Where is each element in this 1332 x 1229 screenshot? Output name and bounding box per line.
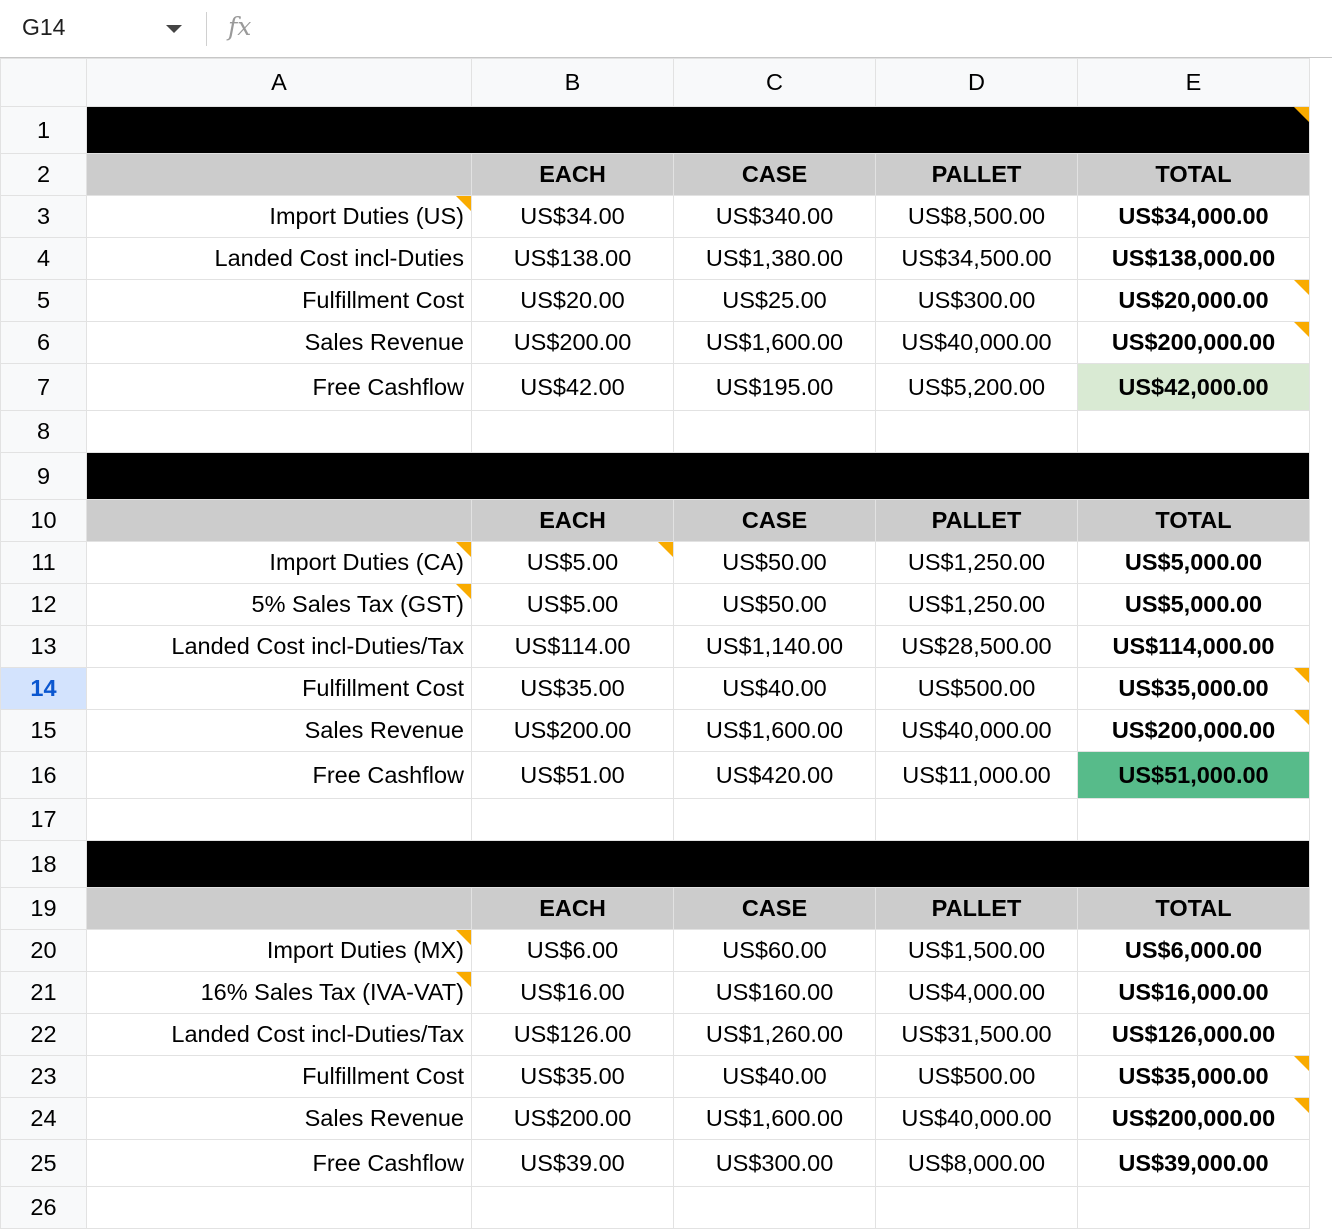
- row-label[interactable]: Free Cashflow: [87, 1140, 472, 1187]
- empty-cell[interactable]: [674, 799, 876, 841]
- scenario-b-title[interactable]: SCENARIO B : WAREHOUSE IN CANADA (30 DAY SNAPSHOT, USD): [87, 453, 1310, 500]
- each-cell[interactable]: US$39.00: [472, 1140, 674, 1187]
- header-pallet[interactable]: PALLET: [876, 888, 1078, 930]
- name-box-dropdown-icon[interactable]: [166, 25, 182, 33]
- pallet-cell[interactable]: US$1,250.00: [876, 542, 1078, 584]
- empty-cell[interactable]: [674, 411, 876, 453]
- empty-cell[interactable]: [472, 1187, 674, 1229]
- total-cell[interactable]: [1078, 1098, 1310, 1140]
- pallet-cell[interactable]: US$500.00: [876, 1056, 1078, 1098]
- row-header-active[interactable]: 14: [1, 668, 87, 710]
- empty-cell[interactable]: [876, 1187, 1078, 1229]
- header-total[interactable]: TOTAL: [1078, 500, 1310, 542]
- pallet-cell[interactable]: US$1,500.00: [876, 930, 1078, 972]
- case-cell[interactable]: US$1,140.00: [674, 626, 876, 668]
- case-cell[interactable]: US$1,600.00: [674, 322, 876, 364]
- case-cell[interactable]: US$50.00: [674, 584, 876, 626]
- row-header[interactable]: 10: [1, 500, 87, 542]
- row-label-text: 5% Sales Tax (GST): [251, 591, 464, 617]
- header-cell[interactable]: [87, 888, 472, 930]
- pallet-cell[interactable]: US$40,000.00: [876, 710, 1078, 752]
- formula-input[interactable]: [270, 8, 1314, 50]
- row-label[interactable]: Fulfillment Cost: [87, 1056, 472, 1098]
- each-cell[interactable]: US$200.00: [472, 710, 674, 752]
- each-cell[interactable]: US$20.00: [472, 280, 674, 322]
- row-label-text: 16% Sales Tax (IVA-VAT): [200, 979, 464, 1005]
- total-cell[interactable]: US$34,000.00: [1078, 196, 1310, 238]
- total-cell[interactable]: [1078, 710, 1310, 752]
- each-value: US$5.00: [526, 549, 619, 575]
- total-cell[interactable]: [1078, 322, 1310, 364]
- each-cell[interactable]: US$5.00: [472, 584, 674, 626]
- empty-cell[interactable]: [674, 1187, 876, 1229]
- row-header[interactable]: 15: [1, 710, 87, 752]
- case-cell[interactable]: US$195.00: [674, 364, 876, 411]
- header-cell[interactable]: [87, 154, 472, 196]
- comment-marker[interactable]: [1294, 280, 1309, 295]
- row-header[interactable]: 9: [1, 453, 87, 500]
- row-header[interactable]: 1: [1, 107, 87, 154]
- each-cell[interactable]: US$200.00: [472, 1098, 674, 1140]
- comment-marker[interactable]: [1294, 322, 1309, 337]
- each-cell[interactable]: US$35.00: [472, 1056, 674, 1098]
- free-cashflow-total-cell[interactable]: US$39,000.00: [1078, 1140, 1310, 1187]
- total-value: US$200,000.00: [1111, 1105, 1276, 1131]
- row-header[interactable]: 5: [1, 280, 87, 322]
- row-header[interactable]: 13: [1, 626, 87, 668]
- fx-icon: fx: [228, 12, 252, 41]
- total-cell[interactable]: US$138,000.00: [1078, 238, 1310, 280]
- column-header-d[interactable]: D: [876, 59, 1078, 107]
- total-value: US$200,000.00: [1111, 717, 1276, 743]
- comment-marker[interactable]: [456, 584, 471, 599]
- comment-marker[interactable]: [1294, 710, 1309, 725]
- row-header[interactable]: 20: [1, 930, 87, 972]
- header-each[interactable]: EACH: [472, 888, 674, 930]
- pallet-cell[interactable]: US$34,500.00: [876, 238, 1078, 280]
- pallet-cell[interactable]: US$8,500.00: [876, 196, 1078, 238]
- total-cell[interactable]: US$6,000.00: [1078, 930, 1310, 972]
- row-label[interactable]: Landed Cost incl-Duties/Tax: [87, 626, 472, 668]
- comment-marker[interactable]: [1294, 107, 1309, 122]
- select-all-corner[interactable]: [1, 59, 87, 107]
- row-label[interactable]: [87, 584, 472, 626]
- scenario-c-title[interactable]: SCENARIO C : WAREHOUSE IN MEXICO (30 DAY SNAPSHOT, USD): [87, 841, 1310, 888]
- each-cell[interactable]: US$35.00: [472, 668, 674, 710]
- empty-cell[interactable]: [87, 1187, 472, 1229]
- empty-cell[interactable]: [876, 411, 1078, 453]
- column-header-c[interactable]: C: [674, 59, 876, 107]
- row-header[interactable]: 8: [1, 411, 87, 453]
- comment-marker[interactable]: [456, 972, 471, 987]
- comment-marker[interactable]: [1294, 1056, 1309, 1071]
- pallet-cell[interactable]: US$40,000.00: [876, 1098, 1078, 1140]
- empty-cell[interactable]: [87, 411, 472, 453]
- each-cell[interactable]: US$200.00: [472, 322, 674, 364]
- column-header-e[interactable]: E: [1078, 59, 1310, 107]
- row-label[interactable]: Free Cashflow: [87, 752, 472, 799]
- pallet-cell[interactable]: US$500.00: [876, 668, 1078, 710]
- each-cell[interactable]: US$34.00: [472, 196, 674, 238]
- case-cell[interactable]: US$340.00: [674, 196, 876, 238]
- total-cell[interactable]: [1078, 1056, 1310, 1098]
- pallet-cell[interactable]: US$11,000.00: [876, 752, 1078, 799]
- comment-marker[interactable]: [456, 542, 471, 557]
- empty-cell[interactable]: [87, 799, 472, 841]
- pallet-cell[interactable]: US$300.00: [876, 280, 1078, 322]
- pallet-cell[interactable]: US$1,250.00: [876, 584, 1078, 626]
- case-cell[interactable]: US$300.00: [674, 1140, 876, 1187]
- case-cell[interactable]: US$60.00: [674, 930, 876, 972]
- comment-marker[interactable]: [1294, 1098, 1309, 1113]
- row-header[interactable]: 17: [1, 799, 87, 841]
- header-case[interactable]: CASE: [674, 500, 876, 542]
- row-header[interactable]: 23: [1, 1056, 87, 1098]
- total-value: US$35,000.00: [1118, 675, 1269, 701]
- empty-cell[interactable]: [472, 411, 674, 453]
- header-total[interactable]: TOTAL: [1078, 888, 1310, 930]
- row-header[interactable]: 2: [1, 154, 87, 196]
- pallet-cell[interactable]: US$28,500.00: [876, 626, 1078, 668]
- case-cell[interactable]: US$50.00: [674, 542, 876, 584]
- row-label[interactable]: Free Cashflow: [87, 364, 472, 411]
- row-label-text: Import Duties (US): [269, 203, 464, 229]
- each-cell[interactable]: US$138.00: [472, 238, 674, 280]
- total-cell[interactable]: US$5,000.00: [1078, 584, 1310, 626]
- header-cell[interactable]: [87, 500, 472, 542]
- pallet-cell[interactable]: US$5,200.00: [876, 364, 1078, 411]
- comment-marker[interactable]: [1294, 668, 1309, 683]
- total-cell[interactable]: US$5,000.00: [1078, 542, 1310, 584]
- each-cell[interactable]: US$42.00: [472, 364, 674, 411]
- each-cell[interactable]: [472, 542, 674, 584]
- case-cell[interactable]: US$160.00: [674, 972, 876, 1014]
- row-label[interactable]: [87, 196, 472, 238]
- empty-cell[interactable]: [876, 799, 1078, 841]
- pallet-cell[interactable]: US$4,000.00: [876, 972, 1078, 1014]
- empty-cell[interactable]: [1078, 1187, 1310, 1229]
- each-cell[interactable]: US$114.00: [472, 626, 674, 668]
- row-label[interactable]: Sales Revenue: [87, 1098, 472, 1140]
- pallet-cell[interactable]: US$8,000.00: [876, 1140, 1078, 1187]
- row-header[interactable]: 7: [1, 364, 87, 411]
- each-cell[interactable]: US$126.00: [472, 1014, 674, 1056]
- case-cell[interactable]: US$40.00: [674, 1056, 876, 1098]
- header-case[interactable]: CASE: [674, 888, 876, 930]
- row-header[interactable]: 24: [1, 1098, 87, 1140]
- row-header[interactable]: 4: [1, 238, 87, 280]
- row-label[interactable]: Landed Cost incl-Duties: [87, 238, 472, 280]
- case-cell[interactable]: US$1,600.00: [674, 1098, 876, 1140]
- header-each[interactable]: EACH: [472, 500, 674, 542]
- free-cashflow-total-cell[interactable]: US$42,000.00: [1078, 364, 1310, 411]
- empty-cell[interactable]: [1078, 799, 1310, 841]
- row-header[interactable]: 26: [1, 1187, 87, 1229]
- case-cell[interactable]: US$1,260.00: [674, 1014, 876, 1056]
- empty-cell[interactable]: [472, 799, 674, 841]
- row-label[interactable]: [87, 930, 472, 972]
- row-header[interactable]: 12: [1, 584, 87, 626]
- free-cashflow-total-cell[interactable]: US$51,000.00: [1078, 752, 1310, 799]
- row-label[interactable]: [87, 542, 472, 584]
- row-header[interactable]: 16: [1, 752, 87, 799]
- row-label[interactable]: Fulfillment Cost: [87, 668, 472, 710]
- column-header-b[interactable]: B: [472, 59, 674, 107]
- empty-cell[interactable]: [1078, 411, 1310, 453]
- row-header[interactable]: 11: [1, 542, 87, 584]
- row-label[interactable]: [87, 972, 472, 1014]
- total-cell[interactable]: US$126,000.00: [1078, 1014, 1310, 1056]
- total-cell[interactable]: US$114,000.00: [1078, 626, 1310, 668]
- total-value: US$200,000.00: [1111, 329, 1276, 355]
- scenario-a-title[interactable]: SCENARIO A : WAREHOUSE IN US (30 DAY SNAPSHOT, USD): [87, 107, 1310, 154]
- row-header[interactable]: 22: [1, 1014, 87, 1056]
- header-case[interactable]: CASE: [674, 154, 876, 196]
- row-header[interactable]: 18: [1, 841, 87, 888]
- case-cell[interactable]: US$420.00: [674, 752, 876, 799]
- case-cell[interactable]: US$40.00: [674, 668, 876, 710]
- column-header-a[interactable]: A: [87, 59, 472, 107]
- comment-marker[interactable]: [456, 196, 471, 211]
- each-cell[interactable]: US$51.00: [472, 752, 674, 799]
- row-header[interactable]: 6: [1, 322, 87, 364]
- header-pallet[interactable]: PALLET: [876, 154, 1078, 196]
- row-header[interactable]: 21: [1, 972, 87, 1014]
- pallet-cell[interactable]: US$31,500.00: [876, 1014, 1078, 1056]
- row-label[interactable]: Fulfillment Cost: [87, 280, 472, 322]
- case-cell[interactable]: US$25.00: [674, 280, 876, 322]
- formula-bar: [0, 0, 1332, 58]
- header-each[interactable]: EACH: [472, 154, 674, 196]
- each-cell[interactable]: US$6.00: [472, 930, 674, 972]
- comment-marker[interactable]: [456, 930, 471, 945]
- pallet-cell[interactable]: US$40,000.00: [876, 322, 1078, 364]
- case-cell[interactable]: US$1,600.00: [674, 710, 876, 752]
- row-label-text: Import Duties (MX): [266, 937, 464, 963]
- total-cell[interactable]: US$16,000.00: [1078, 972, 1310, 1014]
- total-cell[interactable]: [1078, 280, 1310, 322]
- row-label-text: Import Duties (CA): [269, 549, 464, 575]
- row-label[interactable]: Sales Revenue: [87, 710, 472, 752]
- row-header[interactable]: 19: [1, 888, 87, 930]
- total-cell[interactable]: [1078, 668, 1310, 710]
- each-cell[interactable]: US$16.00: [472, 972, 674, 1014]
- spreadsheet-grid[interactable]: [0, 58, 1310, 1229]
- case-cell[interactable]: US$1,380.00: [674, 238, 876, 280]
- row-label[interactable]: Sales Revenue: [87, 322, 472, 364]
- formula-bar-divider: [206, 12, 207, 46]
- header-total[interactable]: TOTAL: [1078, 154, 1310, 196]
- header-pallet[interactable]: PALLET: [876, 500, 1078, 542]
- total-value: US$20,000.00: [1118, 287, 1269, 313]
- row-header[interactable]: 25: [1, 1140, 87, 1187]
- row-label[interactable]: Landed Cost incl-Duties/Tax: [87, 1014, 472, 1056]
- total-value: US$35,000.00: [1118, 1063, 1269, 1089]
- row-header[interactable]: 3: [1, 196, 87, 238]
- name-box[interactable]: G14: [22, 14, 66, 40]
- comment-marker[interactable]: [658, 542, 673, 557]
